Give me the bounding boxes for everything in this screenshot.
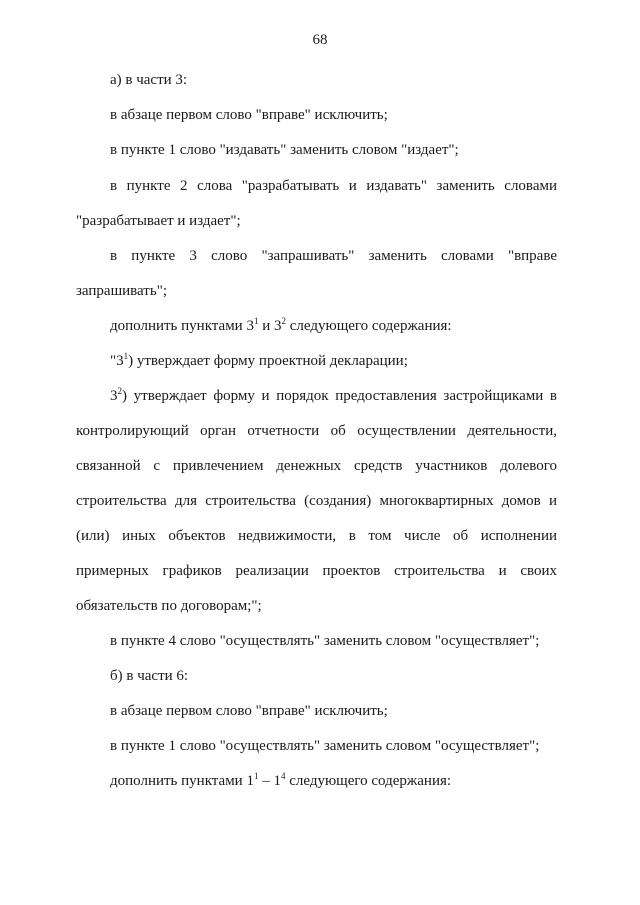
superscript: 2 xyxy=(117,386,122,396)
paragraph-line: в пункте 3 слово "запрашивать" заменить словами "вправе xyxy=(110,248,557,264)
page-number: 68 xyxy=(312,32,328,48)
paragraph-line xyxy=(110,386,557,406)
paragraph-line: контролирующий орган отчетности об осуществлении деятельности, xyxy=(76,423,557,439)
paragraph-line: в абзаце первом слово "вправе" исключить; xyxy=(110,703,388,719)
superscript: 4 xyxy=(280,771,286,781)
text-segment: ) утверждает форму проектной декларации; xyxy=(128,353,408,369)
text-segment: дополнить пунктами 1 xyxy=(110,773,254,789)
superscript: 1 xyxy=(123,351,129,361)
paragraph-line xyxy=(110,316,452,336)
paragraph-line: в пункте 1 слово "издавать" заменить словом "издает"; xyxy=(110,142,459,158)
paragraph-line: в пункте 2 слова "разрабатывать и издавать" заменить словами xyxy=(110,178,557,194)
paragraph-line xyxy=(110,771,451,791)
text-segment: и 3 xyxy=(258,318,282,334)
text-segment: следующего содержания: xyxy=(285,773,452,789)
paragraph-line: "разрабатывает и издает"; xyxy=(76,213,241,229)
superscript: 2 xyxy=(281,316,286,326)
paragraph-line xyxy=(110,351,408,371)
text-segment: "3 xyxy=(110,353,124,369)
paragraph-line: б) в части 6: xyxy=(110,668,189,684)
text-segment: ) утверждает форму и порядок предоставления застройщиками в xyxy=(122,388,557,404)
paragraph-line: связанной с привлечением денежных средств участников долевого xyxy=(76,458,557,474)
text-segment: – 1 xyxy=(258,773,281,789)
text-segment: дополнить пунктами 3 xyxy=(110,318,254,334)
superscript: 1 xyxy=(253,316,259,326)
paragraph-line: а) в части 3: xyxy=(110,72,188,88)
paragraph-line: строительства для строительства (создания) многоквартирных домов и xyxy=(76,493,557,509)
paragraph-line: запрашивать"; xyxy=(76,283,167,299)
paragraph-line: обязательств по договорам;"; xyxy=(76,598,262,614)
paragraph-line: примерных графиков реализации проектов строительства и своих xyxy=(76,563,557,579)
paragraph-line: (или) иных объектов недвижимости, в том числе об исполнении xyxy=(76,528,557,544)
text-segment: 3 xyxy=(110,388,118,404)
paragraph-line: в абзаце первом слово "вправе" исключить; xyxy=(110,107,388,123)
text-segment: следующего содержания: xyxy=(286,318,452,334)
paragraph-line: в пункте 1 слово "осуществлять" заменить словом "осуществляет"; xyxy=(110,738,540,754)
superscript: 1 xyxy=(253,771,259,781)
paragraph-line: в пункте 4 слово "осуществлять" заменить словом "осуществляет"; xyxy=(110,633,540,649)
